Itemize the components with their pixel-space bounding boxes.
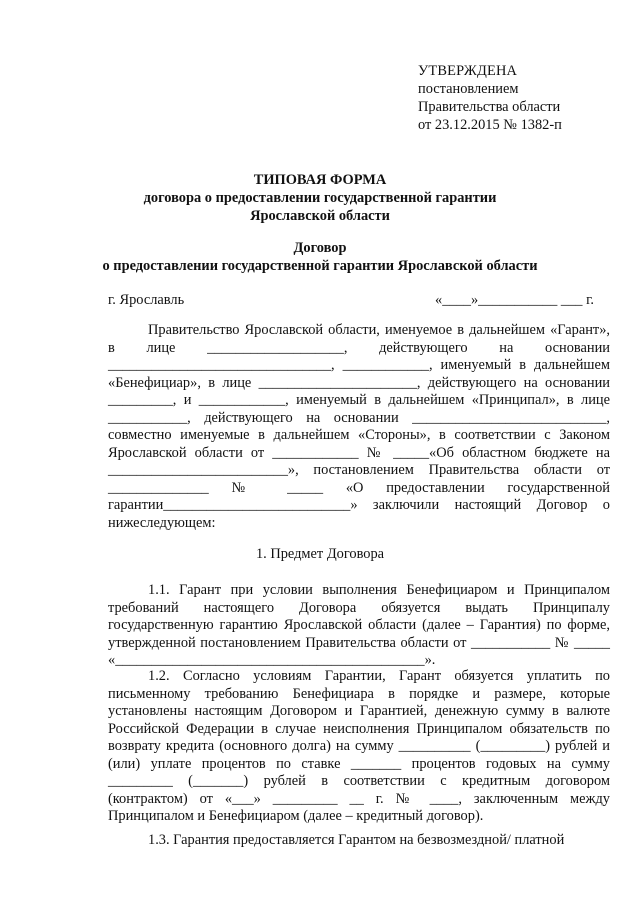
form-title-line: договора о предоставлении государственной гарантии xyxy=(143,190,497,206)
approval-line: постановлением xyxy=(418,81,519,97)
approval-stamp xyxy=(418,62,562,134)
contract-title-line: Договор xyxy=(293,240,347,256)
place-of-signing: г. Ярославль xyxy=(108,292,185,308)
form-title-line: Ярославской области xyxy=(250,208,390,224)
paragraph-text: 1.1. Гарант при условии выполнения Бенефициаром и Принципалом требований настоящего Договора обязуется выдать Принципалу государственную гарантию Ярославской области (далее – Гарантия) по форме, утвержденной постановлением Правительства области от ___________ № _____ «___________________________________________». xyxy=(108,582,610,668)
clause-1-3 xyxy=(108,832,610,850)
clause-1-2 xyxy=(108,668,610,826)
clause-1-1 xyxy=(108,582,610,670)
paragraph-text: Правительство Ярославской области, именуемое в дальнейшем «Гарант», в лице ___________________, действующего на основании _______________________________, ____________, именуемый в дальнейшем «Бенефициар», в лице ______________________, действующего на основании _________, и ____________, именуемый в дальнейшем «Принципал», в лице ___________, действующего на основании ___________________________, совместно именуемые в дальнейшем «Стороны», в соответствии с Законом Ярославской области от ____________ № _____«Об областном бюджете на _________________________», постановлением Правительства области от ______________ № _____ «О предоставлении государственной гарантии__________________________» заключили настоящий Договор о нижеследующем: xyxy=(108,322,610,531)
approval-line: Правительства области xyxy=(418,99,561,115)
paragraph-text: 1.3. Гарантия предоставляется Гарантом на безвозмездной/ платной xyxy=(148,832,565,848)
paragraph-text: 1.2. Согласно условиям Гарантии, Гарант обязуется уплатить по письменному требованию Бенефициара в порядке и размере, которые установлены настоящим Договором и Гарантией, денежную сумму в валюте Российской Федерации в случае неисполнения Принципалом обязательств по возврату кредита (основного долга) на сумму __________ (_________) рублей и (или) уплате процентов по ставке _______ процентов годовых на сумму _________ (_______) рублей в соответствии с кредитным договором (контрактом) от «___» _________ __ г. № ____, заключенным между Принципалом и Бенефициаром (далее – кредитный договор). xyxy=(108,668,610,824)
section-title: 1. Предмет Договора xyxy=(255,546,385,562)
approval-title: УТВЕРЖДЕНА xyxy=(418,63,518,79)
contract-title-line: о предоставлении государственной гарантии Ярославской области xyxy=(102,258,538,274)
intro-paragraph xyxy=(108,322,610,532)
date-blank: «____»___________ ___ г. xyxy=(435,292,594,308)
form-title-line: ТИПОВАЯ ФОРМА xyxy=(253,172,387,188)
form-title xyxy=(0,171,640,225)
contract-title xyxy=(0,239,640,275)
approval-line: от 23.12.2015 № 1382-п xyxy=(418,117,562,133)
